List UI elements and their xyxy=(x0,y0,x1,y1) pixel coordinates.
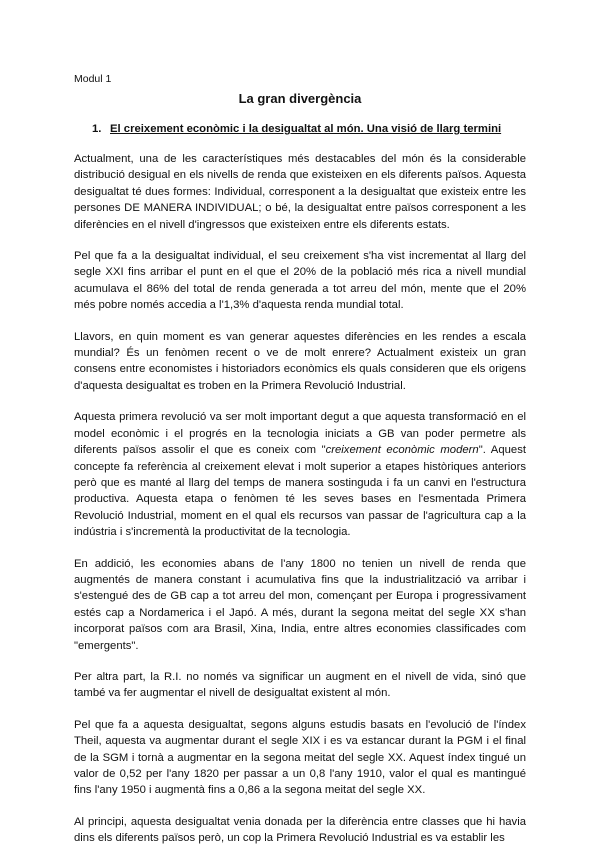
section-title: El creixement econòmic i la desigualtat al món. Una visió de llarg termini xyxy=(110,123,502,135)
paragraph-1: Actualment, una de les característiques més destacables del món és la considerable distribució desigual en els nivells de renda que existeixen en els diferents països. Aquesta desigualtat té dues formes: Individual, corresponent a la desigualtat que existeix entre les persones DE MANERA INDIVIDUAL; o bé, la desigualtat entre països corresponent a les diferències en el nivell d'ingressos que existeixen entre els diferents estats. xyxy=(74,153,526,231)
paragraph-6: Per altra part, la R.I. no només va significar un augment en el nivell de vida, sinó que també va fer augmentar el nivell de desigualtat existent al món. xyxy=(74,670,526,700)
paragraph-4-text-before: Aquesta primera revolució va ser molt important degut a que aquesta transformació en el model econòmic i el progrés en la tecnologia iniciats a GB van poder permetre als diferents països assolir el que es coneix com " xyxy=(74,411,526,457)
module-label: Modul 1 xyxy=(74,73,112,85)
page-title: La gran divergència xyxy=(238,91,362,106)
section-heading xyxy=(92,123,526,135)
paragraph-3: Llavors, en quin moment es van generar aquestes diferències en les rendes a escala mundial? És un fenòmen recent o ve de molt enrere? Actualment existeix un gran consens entre economistes i historiadors econòmics els quals consideren que els origens d'aquesta desigualtat es troben en la Primera Revolució Industrial. xyxy=(74,330,526,392)
paragraph-8: Al principi, aquesta desigualtat venia donada per la diferència entre classes que hi havia dins els diferents països però, un cop la Primera Revolució Industrial es va establir les xyxy=(74,815,526,845)
paragraph-4 xyxy=(74,409,526,540)
paragraph-5: En addició, les economies abans de l'any 1800 no tenien un nivell de renda que augmentés de manera constant i acumulativa fins que la industrialització va arribar i s'estengué des de GB cap a tot arreu del mon, començant per Europa i progressivament estés cap a Nordamerica i el Japó. A més, durant la segona meitat del segle XX s'han incorporat països com ara Brasil, Xina, India, entre altres economies classificades com "emergents". xyxy=(74,557,526,652)
paragraph-2: Pel que fa a la desigualtat individual, el seu creixement s'ha vist incrementat al llarg del segle XXI fins arribar el punt en el que el 20% de la població més rica a nivell mundial acumulava el 86% del total de renda generada a tot arreu del món, mente que el 20% més pobre només accedia a l'1,3% d'aquesta renda mundial total. xyxy=(74,250,526,312)
section-number: 1. xyxy=(92,123,102,135)
paragraph-7: Pel que fa a aquesta desigualtat, segons alguns estudis basats en l'evolució de l'índex Theil, aquesta va augmentar durant el segle XIX i es va estancar durant la PGM i el final de la SGM i tornà a augmentar en la segona meitat del segle XX. Aquest índex tingué un valor de 0,52 per l'any 1820 per passar a un 0,8 l'any 1910, valor el qual es mantingué fins l'any 1950 i augmentà fins a 0,86 a la segona meitat del segle XX. xyxy=(74,718,526,797)
paragraph-4-text-after: ". Aquest concepte fa referència al creixement elevat i molt superior a etapes històriques anteriors però que es manté al llarg del temps de manera sostinguda i fa un canvi en l'estructura productiva. Aquesta etapa o fenòmen té les seves bases en l'esmentada Primera Revolució Industrial, moment en el qual els recursos van passar de l'agricultura cap a la indústria i s'incrementà la productivitat de la tecnologia. xyxy=(74,444,526,539)
paragraph-4-italic-term: creixement econòmic modern xyxy=(325,444,479,457)
